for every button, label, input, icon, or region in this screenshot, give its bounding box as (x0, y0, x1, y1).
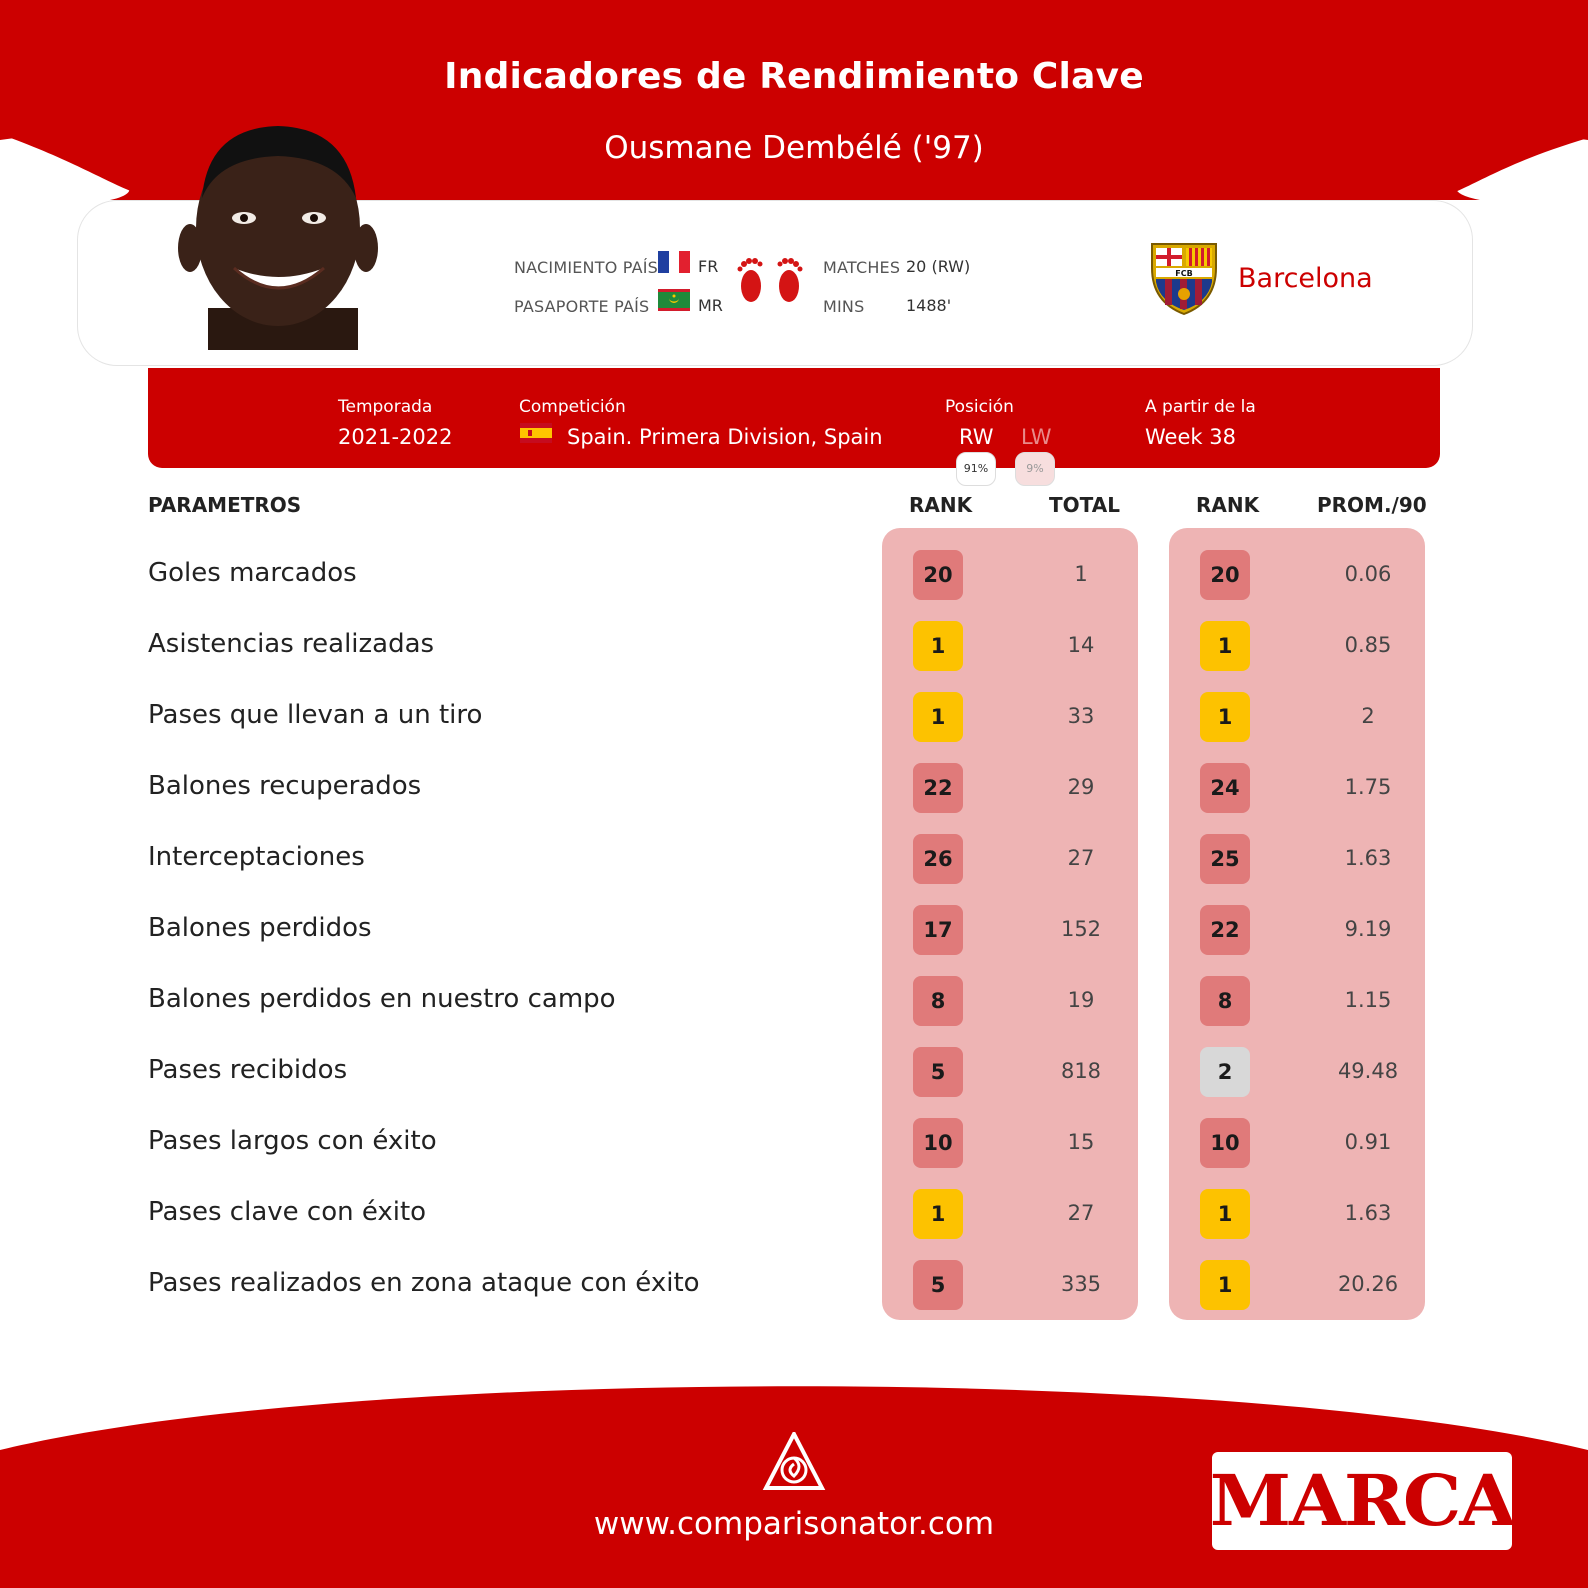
row-label: Pases realizados en zona ataque con éxito (148, 1268, 700, 1298)
total-value: 1 (1074, 562, 1088, 586)
rank-total-badge: 10 (913, 1118, 963, 1168)
row-label: Pases clave con éxito (148, 1197, 427, 1227)
position-lw: LW (1021, 425, 1052, 449)
mins-value: 1488' (906, 296, 952, 315)
club-name: Barcelona (1238, 263, 1373, 294)
rank-total-badge: 17 (913, 905, 963, 955)
mauritania-flag-icon (658, 289, 690, 311)
col-header-param: PARAMETROS (148, 493, 302, 517)
total-value: 27 (1067, 1201, 1095, 1225)
footprints-icon (734, 250, 806, 312)
row-label: Goles marcados (148, 558, 357, 588)
row-label: Interceptaciones (148, 842, 365, 872)
row-label: Balones recuperados (148, 771, 422, 801)
col-header-per90: PROM./90 (1317, 493, 1427, 517)
season-label: Temporada (338, 397, 433, 417)
passport-country-label: PASAPORTE PAÍS (514, 297, 650, 316)
rank-per90-badge: 2 (1200, 1047, 1250, 1097)
page-title: Indicadores de Rendimiento Clave (444, 56, 1144, 97)
season-banner (148, 368, 1440, 468)
rank-per90-badge: 22 (1200, 905, 1250, 955)
total-value: 818 (1060, 1059, 1102, 1083)
position-rw-percent: 91% (956, 452, 996, 486)
rank-total-badge: 22 (913, 763, 963, 813)
rank-total-badge: 26 (913, 834, 963, 884)
col-header-rank-per90: RANK (1196, 493, 1260, 517)
per90-value: 1.75 (1344, 775, 1392, 799)
since-value: Week 38 (1145, 425, 1236, 449)
player-photo (178, 118, 378, 350)
rank-total-badge: 5 (913, 1260, 963, 1310)
per90-value: 0.91 (1344, 1130, 1392, 1154)
rank-per90-badge: 1 (1200, 1260, 1250, 1310)
competition-value: Spain. Primera Division, Spain (567, 425, 883, 449)
per90-value: 20.26 (1337, 1272, 1399, 1296)
rank-total-badge: 5 (913, 1047, 963, 1097)
per90-value: 9.19 (1344, 917, 1392, 941)
barcelona-crest-icon (1148, 240, 1220, 316)
per90-value: 1.15 (1344, 988, 1392, 1012)
row-label: Asistencias realizadas (148, 629, 435, 659)
row-label: Balones perdidos (148, 913, 372, 943)
since-label: A partir de la (1145, 397, 1256, 417)
total-value: 19 (1067, 988, 1095, 1012)
per90-value: 2 (1361, 704, 1375, 728)
france-flag-icon (658, 251, 690, 273)
competition-label: Competición (519, 397, 626, 417)
total-value: 29 (1067, 775, 1095, 799)
rank-per90-badge: 24 (1200, 763, 1250, 813)
rank-per90-badge: 10 (1200, 1118, 1250, 1168)
spain-flag-icon (520, 423, 552, 443)
matches-label: MATCHES (823, 258, 901, 277)
rank-per90-badge: 1 (1200, 692, 1250, 742)
mins-label: MINS (823, 297, 865, 316)
position-lw-percent: 9% (1015, 452, 1055, 486)
total-value: 33 (1067, 704, 1095, 728)
row-label: Pases que llevan a un tiro (148, 700, 483, 730)
per90-value: 49.48 (1337, 1059, 1399, 1083)
total-value: 14 (1067, 633, 1095, 657)
total-value: 27 (1067, 846, 1095, 870)
marca-logo (1209, 1452, 1515, 1550)
crest-text: FCB (1175, 269, 1193, 278)
total-value: 152 (1060, 917, 1102, 941)
row-label: Pases largos con éxito (148, 1126, 437, 1156)
site-url[interactable]: www.comparisonator.com (593, 1506, 995, 1542)
rank-total-badge: 8 (913, 976, 963, 1026)
row-label: Pases recibidos (148, 1055, 348, 1085)
col-header-total: TOTAL (1049, 493, 1120, 517)
rank-per90-badge: 1 (1200, 1189, 1250, 1239)
rank-per90-badge: 1 (1200, 621, 1250, 671)
season-value: 2021-2022 (338, 425, 453, 449)
passport-country-code: MR (698, 296, 723, 315)
total-value: 15 (1067, 1130, 1095, 1154)
rank-per90-badge: 25 (1200, 834, 1250, 884)
rank-total-badge: 1 (913, 621, 963, 671)
per90-value: 0.06 (1344, 562, 1392, 586)
rank-total-badge: 1 (913, 1189, 963, 1239)
per90-value: 1.63 (1344, 1201, 1392, 1225)
position-label: Posición (945, 397, 1014, 417)
per90-value: 0.85 (1344, 633, 1392, 657)
matches-value: 20 (RW) (906, 257, 971, 276)
rank-total-badge: 1 (913, 692, 963, 742)
comparisonator-logo-icon (762, 1432, 826, 1494)
total-value: 335 (1060, 1272, 1102, 1296)
birth-country-label: NACIMIENTO PAÍS (514, 258, 659, 277)
per90-value: 1.63 (1344, 846, 1392, 870)
rank-per90-badge: 20 (1200, 550, 1250, 600)
rank-total-badge: 20 (913, 550, 963, 600)
rank-per90-badge: 8 (1200, 976, 1250, 1026)
birth-country-code: FR (698, 257, 719, 276)
marca-logo-text: MARCA (1209, 1459, 1515, 1542)
player-name: Ousmane Dembélé ('97) (604, 130, 984, 166)
row-label: Balones perdidos en nuestro campo (148, 984, 616, 1014)
position-rw: RW (959, 425, 994, 449)
col-header-rank-total: RANK (909, 493, 973, 517)
